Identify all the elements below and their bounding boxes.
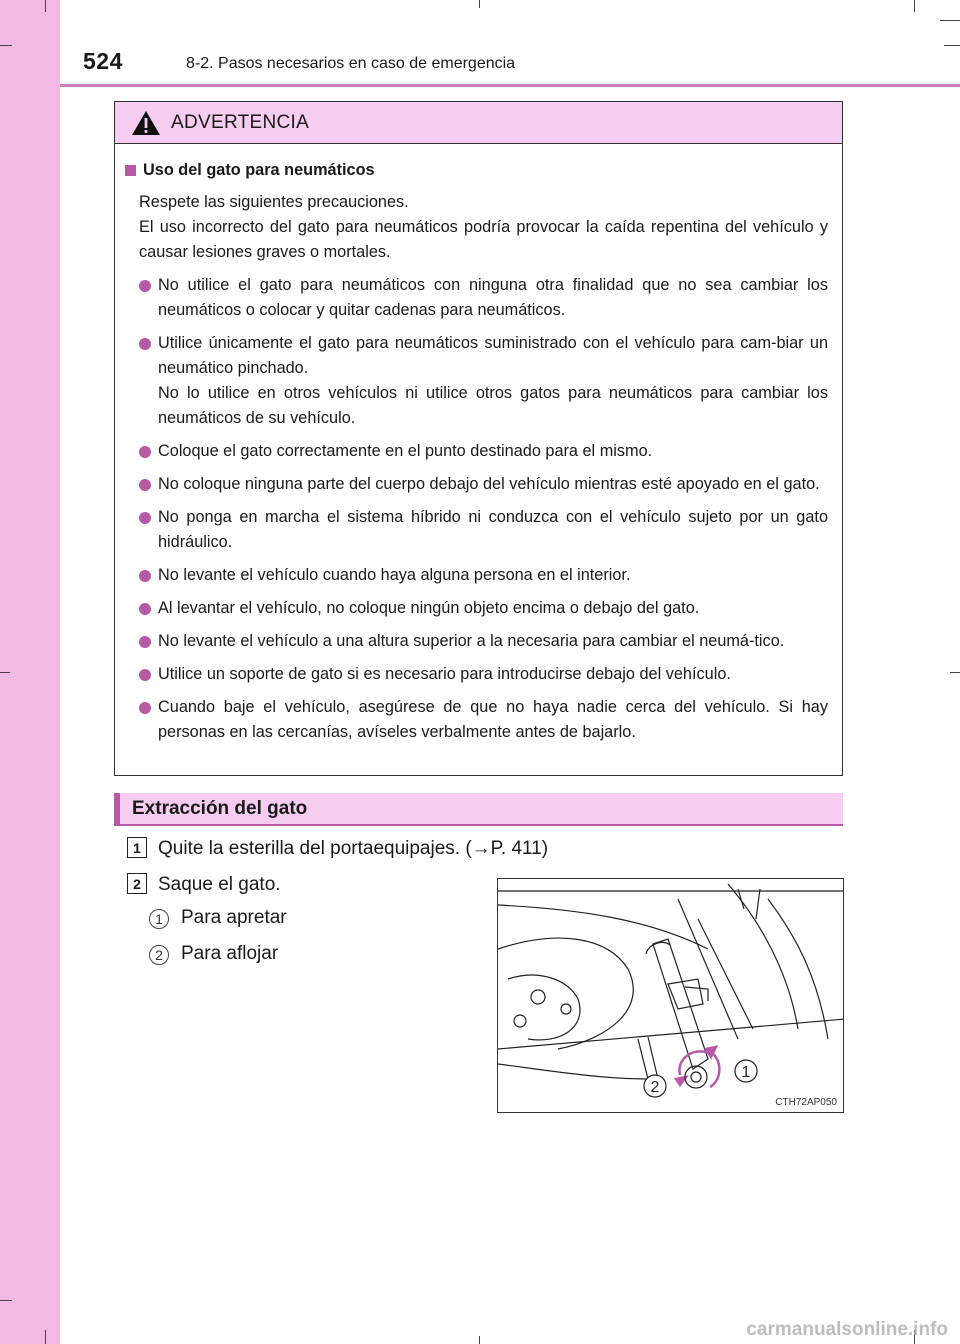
crop-mark [479,1336,480,1344]
warning-bullet [125,439,828,464]
warning-bullet [125,273,828,323]
warning-intro [125,190,828,265]
bullet-text: Coloque el gato correctamente en el punto destinado para el mismo. [158,442,653,460]
bullet-text: No levante el vehículo cuando haya alguna persona en el interior. [158,566,631,584]
warning-bullet [125,695,828,745]
crop-mark [944,45,960,46]
warning-bullet [125,662,828,687]
illustration-code: CTH72AP050 [775,1097,837,1108]
header-divider [60,84,960,87]
sub-item-number: 1 [149,909,169,929]
bullet-dot-icon [139,603,151,615]
callout-1: 1 [741,1064,751,1081]
warning-bullet [125,505,828,555]
sub-item-text: Para aflojar [181,943,279,964]
warning-bullet [125,629,828,654]
crop-mark [45,0,46,12]
sub-item-text: Para apretar [181,907,287,928]
jack-illustration [497,878,844,1113]
bullet-text: No levante el vehículo a una altura superior a la necesaria para cambiar el neumá-tico. [158,632,785,650]
bullet-text [158,331,828,431]
warning-subheading [125,158,828,183]
callout-2: 2 [650,1079,660,1096]
bullet-text: Cuando baje el vehículo, asegúrese de que no haya nadie cerca del vehículo. Si hay personas en las cercanías, avíseles verbalmente antes de bajarlo. [158,698,828,741]
warning-bullet [125,563,828,588]
step-text: Saque el gato. [158,874,281,895]
warning-body [115,144,842,745]
warning-box [114,101,843,776]
warning-header [115,102,842,144]
crop-mark [950,672,960,673]
bullet-dot-icon [139,280,151,292]
bullet-text: Utilice un soporte de gato si es necesario para introducirse debajo del vehículo. [158,665,731,683]
bullet-dot-icon [139,669,151,681]
bullet-text-line: Utilice únicamente el gato para neumáticos suministrado con el vehículo para cam-biar un neumático pinchado. [158,334,828,377]
bullet-text: No utilice el gato para neumáticos con ninguna otra finalidad que no sea cambiar los neumáticos o colocar y quitar cadenas para neumáticos. [158,276,828,319]
intro-line: El uso incorrecto del gato para neumáticos podría provocar la caída repentina del vehículo y causar lesiones graves o mortales. [139,218,828,261]
square-bullet-icon [125,165,136,176]
crop-mark [0,672,10,673]
warning-triangle-icon [131,110,161,136]
bullet-text: Al levantar el vehículo, no coloque ningún objeto encima o debajo del gato. [158,599,700,617]
intro-line: Respete las siguientes precauciones. [139,193,409,211]
bullet-text: No ponga en marcha el sistema híbrido ni conduzca con el vehículo sujeto por un gato hidráulico. [158,508,828,551]
crop-mark [940,20,960,21]
crop-mark [479,0,480,8]
bullet-dot-icon [139,479,151,491]
page-number: 524 [83,48,123,74]
sub-item-number: 2 [149,945,169,965]
bullet-dot-icon [139,636,151,648]
bullet-dot-icon [139,512,151,524]
jack-drawing [498,879,844,1113]
watermark: carmanualsonline.info [746,1319,948,1340]
crop-mark [45,1330,46,1344]
section-heading: Extracción del gato [114,793,843,826]
warning-title: ADVERTENCIA [171,111,310,133]
bullet-dot-icon [139,446,151,458]
bullet-dot-icon [139,570,151,582]
step-text: Quite la esterilla del portaequipajes. (→P. 411) [158,838,549,859]
bullet-text-line: No lo utilice en otros vehículos ni utilice otros gatos para neumáticos para cambiar los neumáticos de su vehículo. [158,384,828,427]
warning-subheading-text: Uso del gato para neumáticos [143,161,375,179]
warning-bullet [125,596,828,621]
crop-mark [0,1300,12,1301]
section-title: 8-2. Pasos necesarios en caso de emergencia [186,55,516,72]
warning-bullet [125,472,828,497]
step-number: 1 [127,837,147,858]
bullet-text: No coloque ninguna parte del cuerpo debajo del vehículo mientras esté apoyado en el gato. [158,475,820,493]
crop-mark [0,45,12,46]
crop-mark [914,0,915,12]
bullet-dot-icon [139,338,151,350]
bullet-dot-icon [139,702,151,714]
warning-bullet [125,331,828,431]
step-number: 2 [127,873,147,894]
